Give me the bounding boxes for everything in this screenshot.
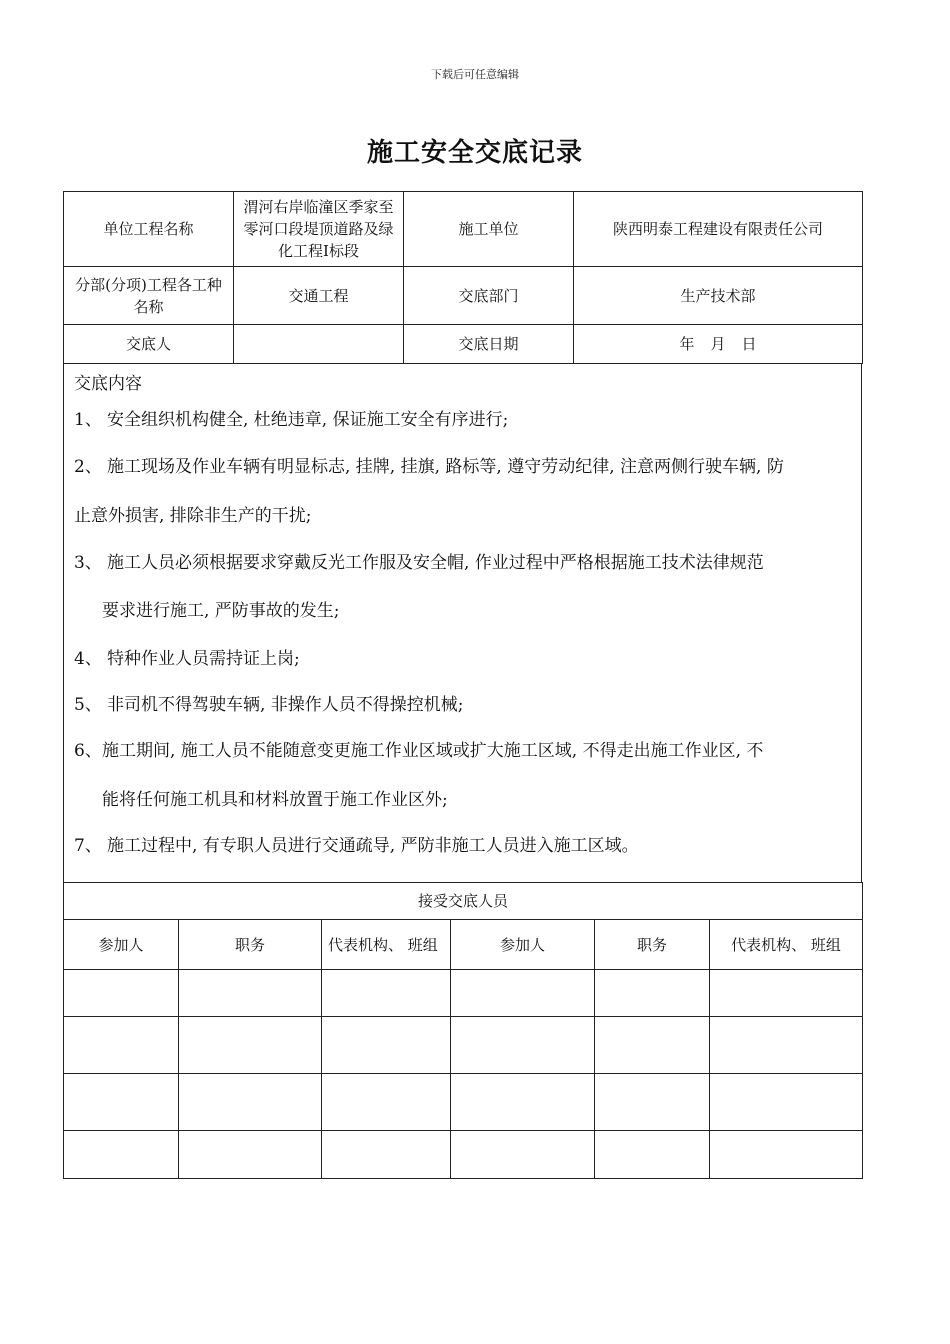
empty-cell (595, 1017, 710, 1074)
empty-cell (595, 970, 710, 1017)
recipients-title: 接受交底人员 (64, 883, 863, 920)
column-header: 代表机构、 班组 (710, 920, 863, 970)
empty-cell (710, 1131, 863, 1179)
unit-project-value: 渭河右岸临潼区季家至零河口段堤顶道路及绿化工程Ⅰ标段 (234, 192, 404, 267)
column-header: 职务 (595, 920, 710, 970)
table-row (64, 970, 863, 1017)
presenter-label: 交底人 (64, 325, 234, 364)
content-label: 交底内容 (74, 374, 142, 394)
content-item: 3、 施工人员必须根据要求穿戴反光工作服及安全帽, 作业过程中严格根据施工技术法律规范 (74, 553, 764, 573)
content-item: 6、施工期间, 施工人员不能随意变更施工作业区域或扩大施工区域, 不得走出施工作业区, 不 (74, 741, 764, 761)
empty-cell (179, 1074, 322, 1131)
empty-cell (322, 970, 451, 1017)
dept-label: 交底部门 (404, 267, 574, 325)
document-title: 施工安全交底记录 (366, 138, 583, 168)
content-section (63, 363, 862, 882)
empty-cell (451, 970, 595, 1017)
empty-cell (322, 1074, 451, 1131)
construction-unit-label: 施工单位 (404, 192, 574, 267)
content-item-continuation: 要求进行施工, 严防事故的发生; (102, 601, 340, 621)
empty-cell (64, 1074, 179, 1131)
recipients-table (63, 882, 863, 1179)
header-note: 下载后可任意编辑 (431, 68, 519, 81)
subproject-value: 交通工程 (234, 267, 404, 325)
empty-cell (595, 1074, 710, 1131)
empty-cell (64, 1017, 179, 1074)
empty-cell (64, 970, 179, 1017)
subproject-label: 分部(分项)工程各工种名称 (64, 267, 234, 325)
content-item: 2、 施工现场及作业车辆有明显标志, 挂牌, 挂旗, 路标等, 遵守劳动纪律, 注意两侧行驶车辆, 防 (74, 457, 784, 477)
empty-cell (322, 1131, 451, 1179)
content-item: 4、 特种作业人员需持证上岗; (74, 649, 300, 669)
date-month: 月 (710, 335, 726, 353)
info-table (63, 191, 863, 364)
table-row (64, 1074, 863, 1131)
column-header: 参加人 (451, 920, 595, 970)
unit-project-label: 单位工程名称 (64, 192, 234, 267)
content-item-continuation: 能将任何施工机具和材料放置于施工作业区外; (102, 790, 448, 810)
column-header: 参加人 (64, 920, 179, 970)
date-day: 日 (741, 335, 757, 353)
dept-value: 生产技术部 (574, 267, 863, 325)
content-item-continuation: 止意外损害, 排除非生产的干扰; (74, 506, 312, 526)
table-row (64, 1131, 863, 1179)
content-item: 7、 施工过程中, 有专职人员进行交通疏导, 严防非施工人员进入施工区域。 (74, 836, 639, 856)
empty-cell (322, 1017, 451, 1074)
construction-unit-value: 陕西明泰工程建设有限责任公司 (574, 192, 863, 267)
empty-cell (710, 970, 863, 1017)
date-label: 交底日期 (404, 325, 574, 364)
column-header: 职务 (179, 920, 322, 970)
empty-cell (451, 1131, 595, 1179)
date-value (574, 325, 863, 364)
empty-cell (710, 1017, 863, 1074)
empty-cell (179, 1017, 322, 1074)
empty-cell (595, 1131, 710, 1179)
column-header: 代表机构、 班组 (322, 920, 451, 970)
empty-cell (451, 1074, 595, 1131)
content-item: 5、 非司机不得驾驶车辆, 非操作人员不得操控机械; (74, 695, 464, 715)
empty-cell (710, 1074, 863, 1131)
presenter-value (234, 325, 404, 364)
empty-cell (179, 970, 322, 1017)
empty-cell (179, 1131, 322, 1179)
empty-cell (451, 1017, 595, 1074)
empty-cell (64, 1131, 179, 1179)
content-item: 1、 安全组织机构健全, 杜绝违章, 保证施工安全有序进行; (74, 410, 509, 430)
table-row (64, 1017, 863, 1074)
date-year: 年 (679, 335, 695, 353)
